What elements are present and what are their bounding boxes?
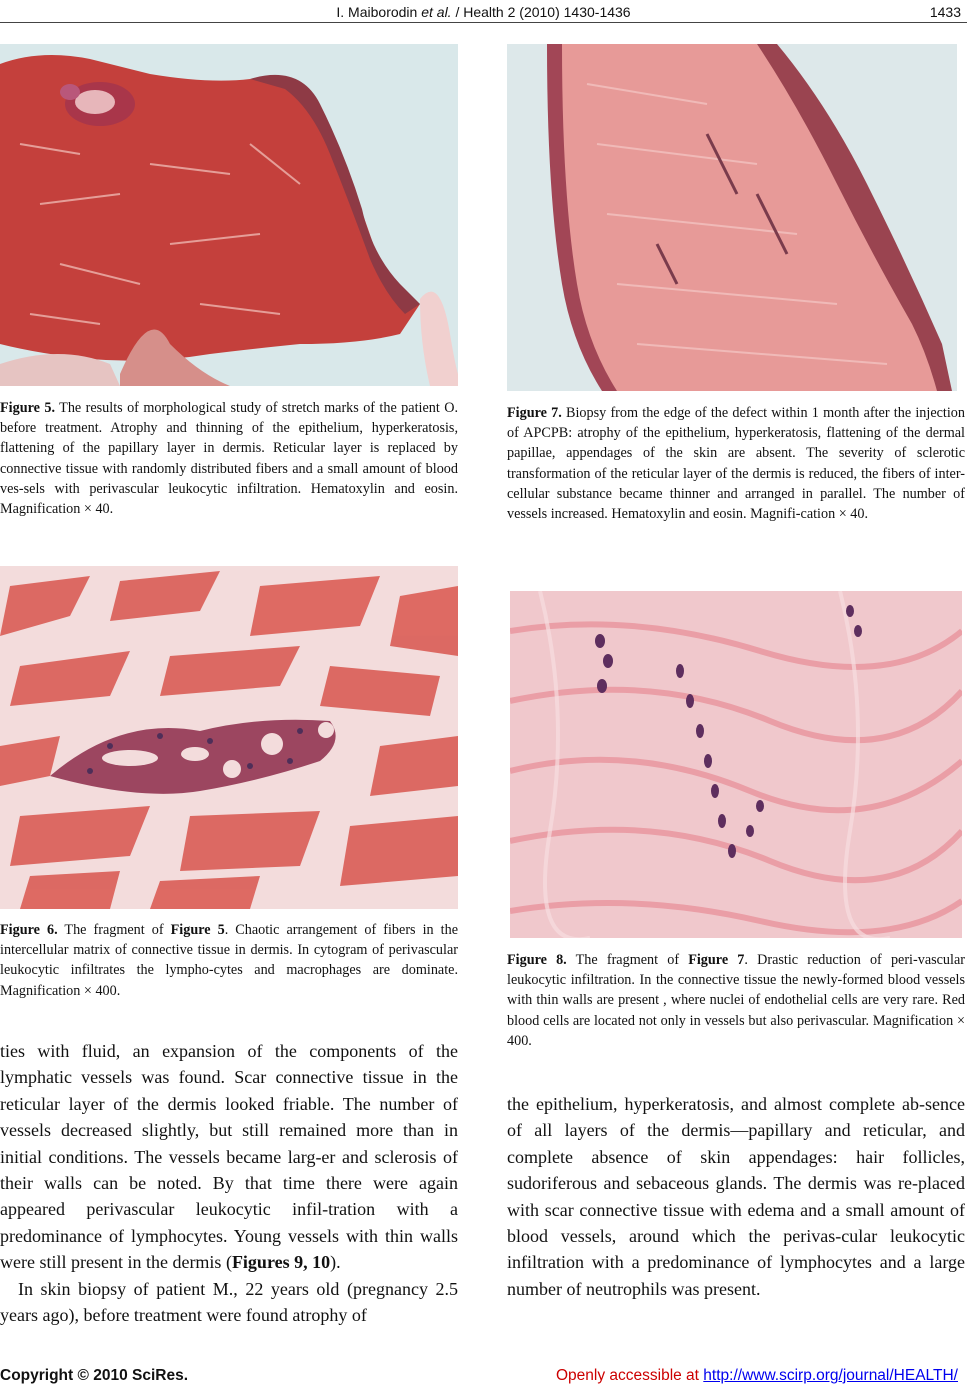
running-header xyxy=(0,2,967,22)
access-notice: Openly accessible at http://www.scirp.org/journal/HEALTH/ xyxy=(555,1367,958,1384)
figure-5-reference: Figure 5 xyxy=(170,922,225,938)
figure-5-caption: Figure 5. The results of morphological study of stretch marks of the patient O. before treatment. Atrophy and thinning of the epithelium, hyperkeratosis, flattening of the papillary layer in dermis. Reticular layer is replaced by connective tissue with randomly distributed fibers and a small amount of blood ves-sels with perivascular leukocytic infiltration. Hematoxylin and eosin. Magnification × 40. xyxy=(0,400,458,518)
journal-link[interactable]: http://www.scirp.org/journal/HEALTH/ xyxy=(703,1367,958,1384)
right-column-text xyxy=(507,1091,965,1302)
running-title: I. Maiborodin et al. / Health 2 (2010) 1430-1436 xyxy=(336,4,631,20)
figure-8-caption: Figure 8. The fragment of Figure 7. Drastic reduction of peri-vascular leukocytic infiltration. In the connective tissue the newly-formed blood vessels with thin walls are present , where nuclei of endothelial cells are very rare. Red blood cells are located not only in vessels but also perivascular. Magnification × 400. xyxy=(507,952,965,1049)
figure-7-image xyxy=(507,44,957,391)
left-paragraph-2: In skin biopsy of patient M., 22 years old (pregnancy 2.5 years ago), before treatment were found atrophy of xyxy=(0,1278,458,1326)
left-paragraph-1: ties with fluid, an expansion of the components of the lymphatic vessels was found. Scar connective tissue in the reticular layer of the dermis looked friable. The number of vessels decreased slightly, but still remained more than in initial conditions. The vessels became larg-er and sclerosis of their walls can be noted. By that time there were again appeared perivascular leukocytic infil-tration with a predominance of lymphocytes. Young vessels with thin walls were still present in the dermis (Figures 9, 10). xyxy=(0,1041,458,1273)
figure-7-caption: Figure 7. Biopsy from the edge of the defect within 1 month after the injection of APCPB: atrophy of the epithelium, hyperkeratosis, flattening of the dermal papillae, appendages of the skin are absent. The severity of sclerotic transformation of the reticular layer of the dermis is reduced, the fibers of inter-cellular substance became thinner and arranged in parallel. The number of vessels increased. Hematoxylin and eosin. Magnifi-cation × 40. xyxy=(507,405,965,523)
copyright-notice: Copyright © 2010 SciRes. xyxy=(0,1367,189,1384)
right-paragraph-1: the epithelium, hyperkeratosis, and almost complete ab-sence of all layers of the dermis—papillary and reticular, and complete absence of skin appendages: hair follicles, sudoriferous and sebaceous glands. The dermis was re-placed with scar connective tissue with edema and a small amount of blood vessels, around which the perivas-cular leukocytic infiltration with a predominance of lymphocytes and a large number of neutrophils was present. xyxy=(507,1094,965,1299)
figure-7-reference: Figure 7 xyxy=(688,952,745,968)
left-column-text xyxy=(0,1038,458,1328)
figure-6-caption: Figure 6. The fragment of Figure 5. Chaotic arrangement of fibers in the intercellular matrix of connective tissue in dermis. In cytogram of perivascular leukocytic infiltrates the lympho-cytes and macrophages are dominate. Magnification × 400. xyxy=(0,922,459,999)
header-rule xyxy=(0,22,967,23)
page-footer xyxy=(0,1367,967,1388)
figure-5-image xyxy=(0,44,458,386)
figures-9-10-reference: Figures 9, 10 xyxy=(231,1252,331,1273)
figure-6-image xyxy=(0,566,458,909)
figure-8-image xyxy=(510,591,962,938)
page-number: 1433 xyxy=(929,4,961,20)
